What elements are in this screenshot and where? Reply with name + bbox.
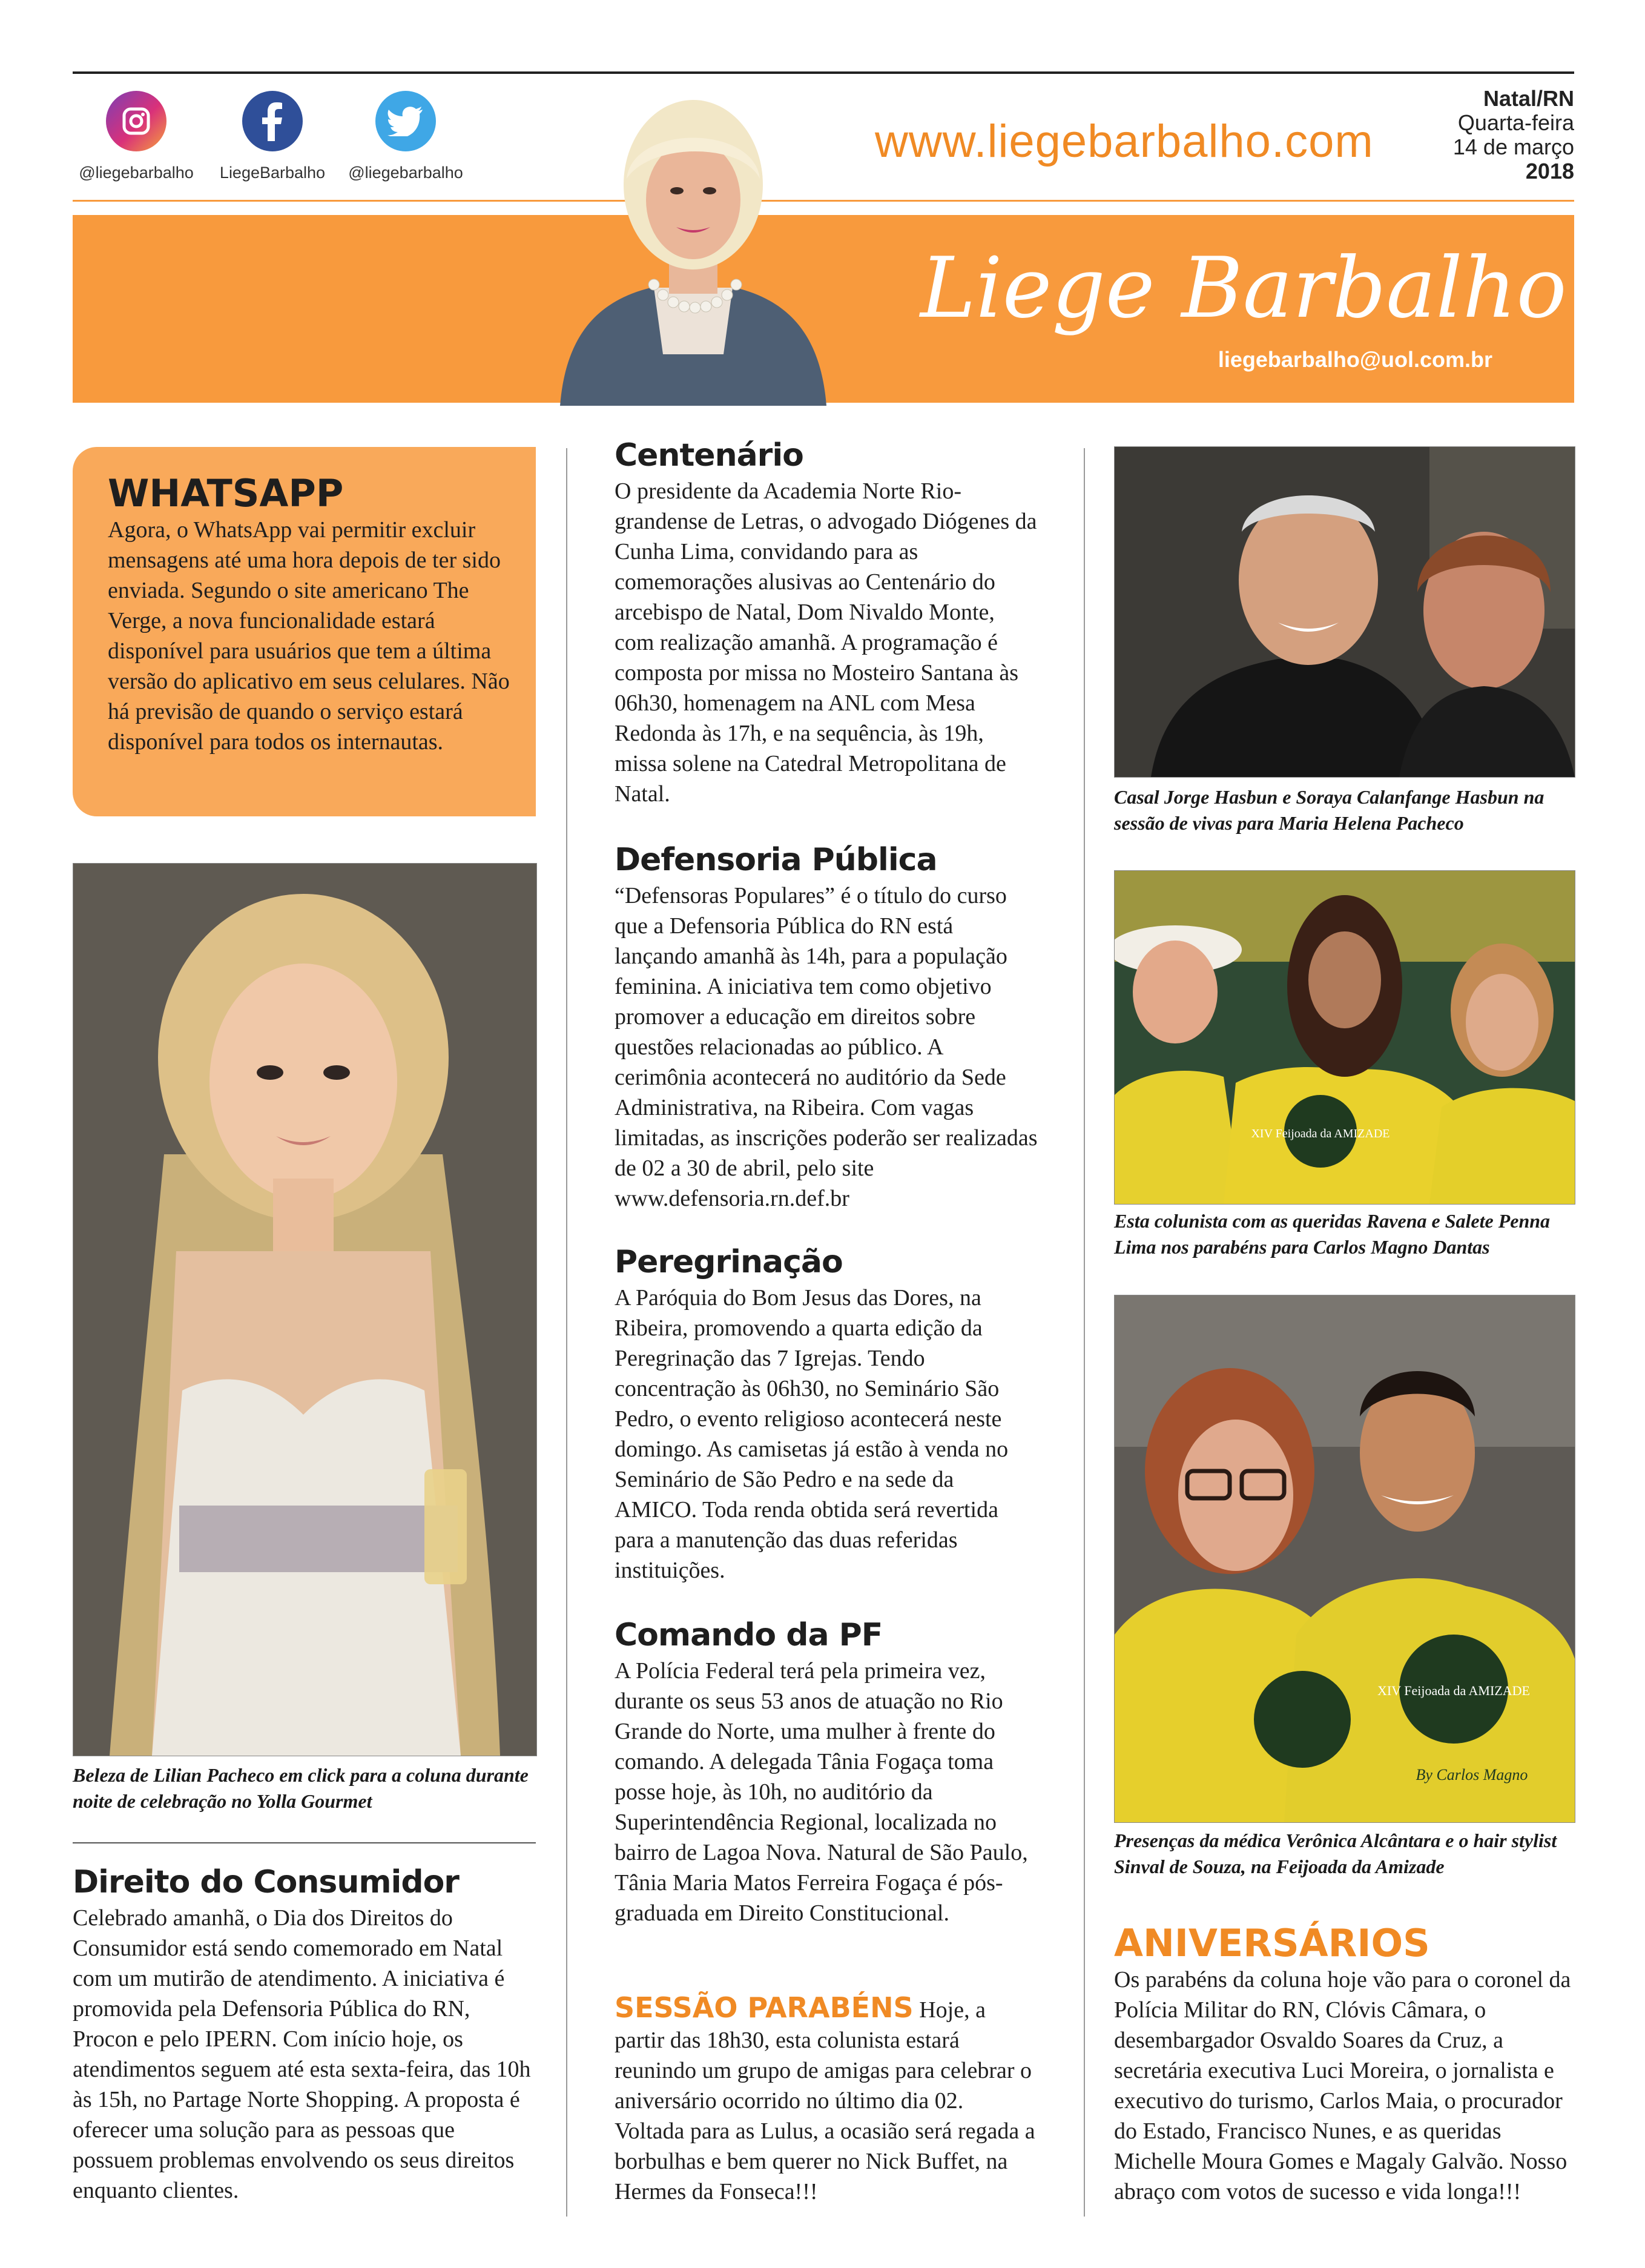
- peregrinacao-title: Peregrinação: [615, 1244, 843, 1280]
- date-label: 14 de março: [1452, 134, 1574, 159]
- caption-hasbun: Casal Jorge Hasbun e Soraya Calanfange Hasbun na sessão de vivas para Maria Helena Pacheco: [1114, 786, 1544, 834]
- comando-text: A Polícia Federal terá pela primeira vez, durante os seus 53 anos de atuação no Rio Grande do Norte, uma mulher à frente do comando. A delegada Tânia Fogaça toma posse hoje, às 10h, no auditório da Superintendência Regional, localizada no bairro de Lagoa Nova. Natural de São Paulo, Tânia Maria Matos Ferreira Fogaça é pós-graduada em Direito Constitucional.: [615, 1658, 1028, 1926]
- photo-casal-hasbun: [1114, 446, 1575, 778]
- sessao-title: SESSÃO PARABÉNS: [615, 1991, 914, 2024]
- peregrinacao-text: A Paróquia do Bom Jesus das Dores, na Ribeira, promovendo a quarta edição da Peregrinação das 7 Igrejas. Tendo concentração às 06h30, no Seminário São Pedro, o evento religioso acontecerá neste domingo. As camisetas já estão à venda no Seminário de São Pedro e na sede da AMICO. Toda renda obtida será revertida para a manutenção das duas referidas instituições.: [615, 1285, 1009, 1583]
- top-rule: [73, 71, 1574, 74]
- aniversarios-title: ANIVERSÁRIOS: [1114, 1921, 1430, 1965]
- instagram-handle: @liegebarbalho: [79, 164, 194, 182]
- twitter-icon: [375, 91, 436, 151]
- shirt-sub-2: By Carlos Magno: [1416, 1766, 1528, 1784]
- date-block: [1453, 87, 1574, 183]
- columnist-portrait: [548, 76, 839, 406]
- defensoria-title: Defensoria Pública: [615, 842, 937, 878]
- sessao-text: Hoje, a partir das 18h30, esta colunista estará reunindo um grupo de amigas para celebrar o aniversário ocorrido no último dia 02. Voltada para as Lulus, a ocasião será regada a borbulhas e bem querer no Nick Buffet, na Hermes da Fonseca!!!: [615, 1997, 1035, 2204]
- centenario-title: Centenário: [615, 437, 803, 474]
- year-label: 2018: [1525, 159, 1574, 183]
- facebook-handle: LiegeBarbalho: [219, 164, 326, 182]
- social-twitter[interactable]: [336, 91, 475, 182]
- whatsapp-text: Agora, o WhatsApp vai permitir excluir mensagens até uma hora depois de ter sido enviada. Segundo o site americano The Verge, a nova funcionalidade estará disponível para usuários que tem a última versão do aplicativo em seus celulares. Não há previsão de quando o serviço estará disponível para todos os internautas.: [108, 517, 510, 755]
- whatsapp-box: [73, 447, 536, 816]
- city-label: Natal/RN: [1483, 86, 1574, 111]
- email-link[interactable]: liegebarbalho@uol.com.br: [1218, 347, 1492, 372]
- centenario-text: O presidente da Academia Norte Rio-grandense de Letras, o advogado Diógenes da Cunha Lima, convidando para as comemorações alusivas ao Centenário do arcebispo de Natal, Dom Nivaldo Monte, com realização amanhã. A programação é composta por missa no Mosteiro Santana às 06h30, homenagem na ANL com Mesa Redonda às 17h, e na sequência, às 19h, missa solene na Catedral Metropolitana de Natal.: [615, 478, 1037, 807]
- photo-lilian-pacheco: [73, 863, 537, 1756]
- twitter-handle: @liegebarbalho: [348, 164, 463, 182]
- left-divider: [73, 1842, 536, 1843]
- website-link[interactable]: www.liegebarbalho.com: [875, 116, 1374, 167]
- aniversarios-text: Os parabéns da coluna hoje vão para o coronel da Polícia Militar do RN, Clóvis Câmara, o desembargador Osvaldo Soares da Cruz, a secretária executiva Luci Moreira, o jornalista e executivo do turismo, Carlos Maia, o procurador do Estado, Francisco Nunes, e as queridas Michelle Moura Gomes e Magaly Galvão. Nosso abraço com votos de sucesso e vida longa!!!: [1114, 1967, 1571, 2204]
- weekday-label: Quarta-feira: [1457, 110, 1574, 135]
- comando-title: Comando da PF: [615, 1617, 883, 1653]
- shirt-text-1: XIV Feijoada da AMIZADE: [1251, 1127, 1390, 1140]
- column-divider-2: [1084, 448, 1085, 2217]
- column-divider-1: [566, 448, 567, 2217]
- whatsapp-title: WHATSAPP: [108, 471, 344, 515]
- direito-title: Direito do Consumidor: [73, 1864, 459, 1900]
- shirt-text-2: XIV Feijoada da AMIZADE: [1377, 1683, 1530, 1698]
- instagram-icon: [106, 91, 166, 151]
- caption-lilian: Beleza de Lilian Pacheco em click para a coluna durante noite de celebração no Yolla Gourmet: [73, 1764, 529, 1812]
- facebook-icon: [242, 91, 303, 151]
- photo-veronica-sinval: [1114, 1295, 1575, 1823]
- caption-ravena: Esta colunista com as queridas Ravena e Salete Penna Lima nos parabéns para Carlos Magno Dantas: [1114, 1210, 1551, 1258]
- sessao-block: [615, 1992, 1038, 2207]
- defensoria-text: “Defensoras Populares” é o título do curso que a Defensoria Pública do RN está lançando amanhã às 14h, para a população feminina. A iniciativa tem como objetivo promover a educação em direitos sobre questões relacionadas ao público. A cerimônia acontecerá no auditório da Sede Administrativa, na Ribeira. Com vagas limitadas, as inscrições poderão ser realizadas de 02 a 30 de abril, pelo site www.defensoria.rn.def.br: [615, 883, 1038, 1211]
- photo-ravena-salete: [1114, 870, 1575, 1205]
- brand-title: Liege Barbalho: [920, 239, 1567, 337]
- direito-text: Celebrado amanhã, o Dia dos Direitos do Consumidor está sendo comemorado em Natal com um mutirão de atendimento. A iniciativa é promovida pela Defensoria Pública do RN, Procon e pelo IPERN. Com início hoje, os atendimentos seguem até esta sexta-feira, das 10h às 15h, no Partage Norte Shopping. A proposta é oferecer uma solução para as pessoas que possuem problemas envolvendo os seus direitos enquanto clientes.: [73, 1905, 531, 2203]
- social-instagram[interactable]: [67, 91, 206, 182]
- social-facebook[interactable]: [203, 91, 342, 182]
- caption-veronica: Presenças da médica Verônica Alcântara e o hair stylist Sinval de Souza, na Feijoada da Amizade: [1114, 1830, 1557, 1877]
